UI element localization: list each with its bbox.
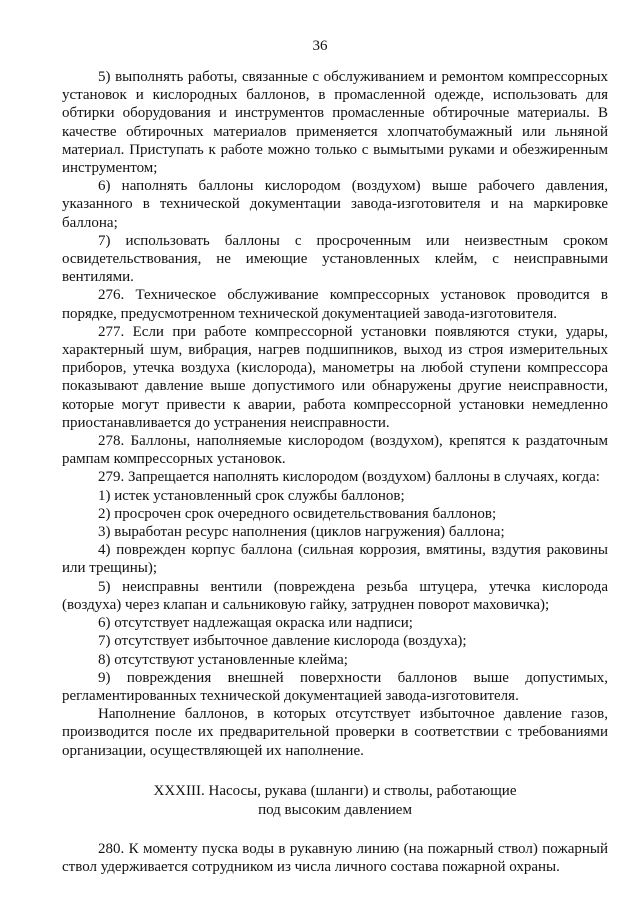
- paragraph-277: 277. Если при работе компрессорной установки появляются стуки, удары, характерный шум, вибрация, нагрев подшипников, выход из строя измерительных приборов, утечка воздуха (кислорода), манометры на любой ступени компрессора показывают давление выше допустимого или обнаружены другие неисправности, которые могут привести к аварии, работа компрессорной установки немедленно приостанавливается до устранения неисправности.: [62, 323, 608, 431]
- paragraph-item-7: 7) использовать баллоны с просроченным или неизвестным сроком освидетельствования, не имеющие установленных клейм, с неисправными вентилями.: [62, 232, 608, 286]
- section-heading: [62, 782, 608, 820]
- document-body: [62, 68, 608, 876]
- paragraph-item-5: 5) выполнять работы, связанные с обслуживанием и ремонтом компрессорных установок и кислородных баллонов, в промасленной одежде, использовать для обтирки оборудования и инструментов промасленные обтирочные материалы. В качестве обтирочных материалов применяется хлопчатобумажный или льняной материал. Приступать к работе можно только с вымытыми руками и обезжиренным инструментом;: [62, 69, 608, 177]
- list-item-7: 7) отсутствует избыточное давление кислорода (воздуха);: [98, 633, 467, 650]
- section-heading-line-1: XXXIII. Насосы, рукава (шланги) и стволы, работающие: [153, 782, 517, 799]
- paragraph-item-6: 6) наполнять баллоны кислородом (воздухом) выше рабочего давления, указанного в технической документации завода-изготовителя и на маркировке баллона;: [62, 178, 608, 231]
- section-heading-line-2: под высоким давлением: [258, 801, 412, 818]
- list-item-6: 6) отсутствует надлежащая окраска или надписи;: [98, 615, 413, 632]
- page-number: 36: [312, 38, 328, 54]
- paragraph-280: 280. К моменту пуска воды в рукавную линию (на пожарный ствол) пожарный ствол удерживается сотрудником из числа личного состава пожарной охраны.: [62, 840, 608, 875]
- paragraph-filling-note: Наполнение баллонов, в которых отсутствует избыточное давление газов, производится после их предварительной проверки в соответствии с требованиями организации, осуществляющей их наполнение.: [62, 706, 608, 759]
- paragraph-279: 279. Запрещается наполнять кислородом (воздухом) баллоны в случаях, когда:: [98, 469, 600, 486]
- list-item-4: 4) поврежден корпус баллона (сильная коррозия, вмятины, вздутия раковины или трещины);: [62, 542, 608, 577]
- list-item-5: 5) неисправны вентили (повреждена резьба штуцера, утечка кислорода (воздуха) через клапан и сальниковую гайку, затруднен поворот маховичка);: [62, 578, 608, 613]
- list-item-3: 3) выработан ресурс наполнения (циклов нагружения) баллона;: [98, 524, 505, 541]
- list-item-8: 8) отсутствуют установленные клейма;: [98, 651, 348, 668]
- paragraph-276: 276. Техническое обслуживание компрессорных установок проводится в порядке, предусмотренном технической документацией завода-изготовителя.: [62, 287, 608, 322]
- list-item-9: 9) повреждения внешней поверхности баллонов выше допустимых, регламентированных технической документацией завода-изготовителя.: [62, 669, 608, 704]
- paragraph-278: 278. Баллоны, наполняемые кислородом (воздухом), крепятся к раздаточным рампам компрессорных установок.: [62, 433, 608, 468]
- list-item-1: 1) истек установленный срок службы баллонов;: [98, 487, 405, 504]
- list-item-2: 2) просрочен срок очередного освидетельствования баллонов;: [98, 505, 497, 522]
